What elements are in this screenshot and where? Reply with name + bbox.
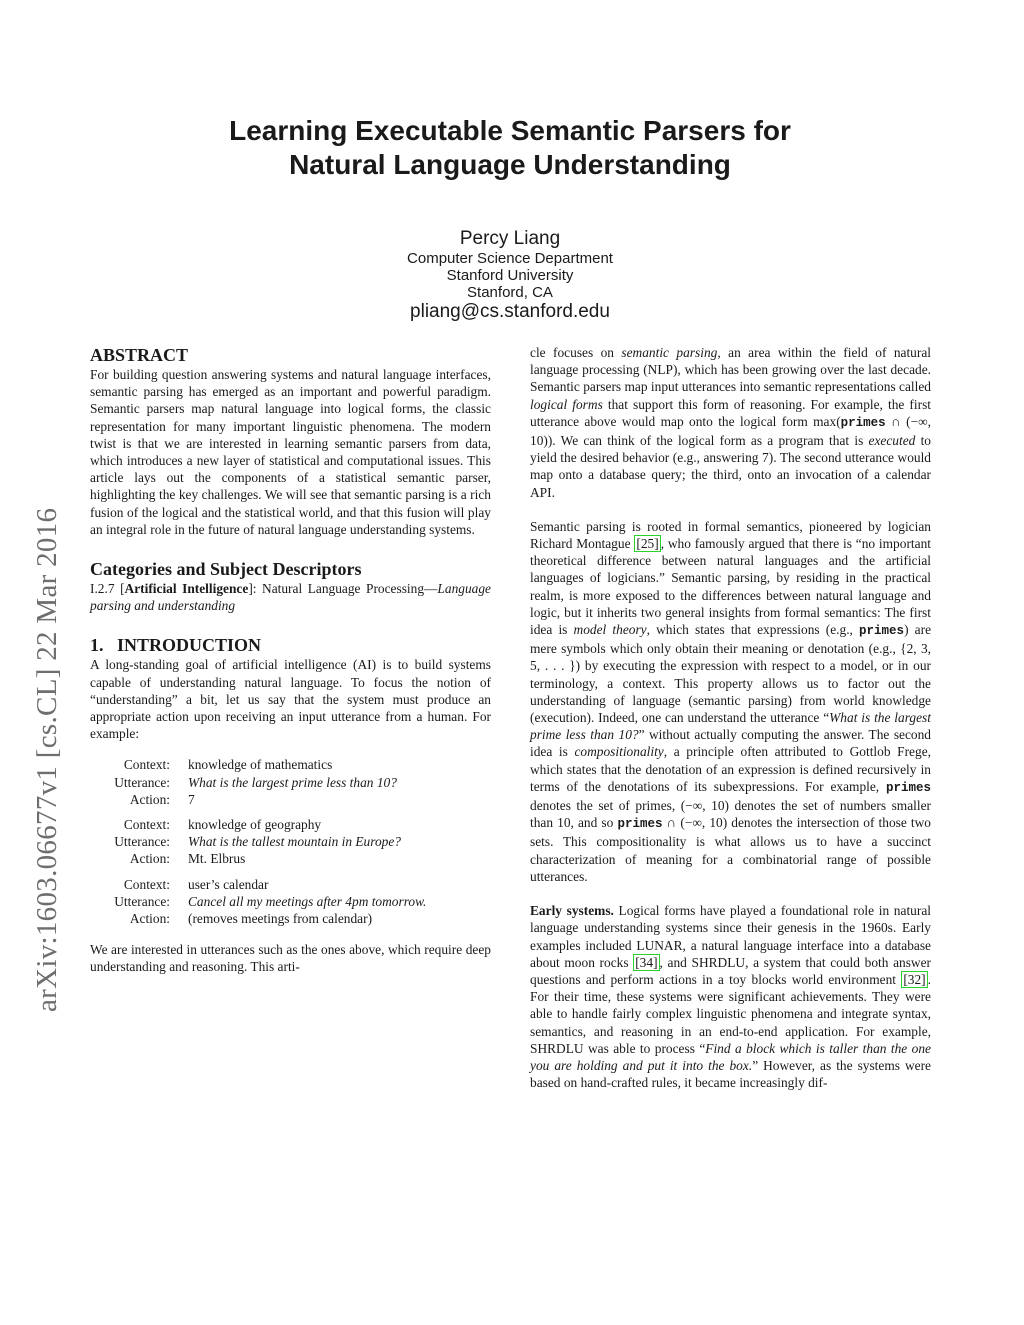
right-para-2: Semantic parsing is rooted in formal semantics, pioneered by logician Richard Montague [25] , who famously argued that there is “no important theoretical difference between natural languages and the artificial languages of logicians.” Semantic parsing, by residing in the practical realm, is more exposed to the differences between natural language and logic, but it inherits two general insights from formal semantics: The first idea is model theory, which states that expressions (e.g., primes) are mere symbols which only obtain their meaning or denotation (e.g., {2, 3, 5, . . . }) by executing the expression with respect to a model, or in our terminology, a context. This property allows us to factor out the understanding of language (semantic parsing) from world knowledge (execution). Indeed, one can understand the utterance “What is the largest prime less than 10?” without actually computing the answer. The second idea is compositionality, a principle often attributed to Gottlob Frege, which states that the denotation of an expression is defined recursively in terms of the denotations of its subexpressions. For example, primes denotes the set of primes, (−∞, 10) denotes the set of numbers smaller than 10, and so primes ∩ (−∞, 10) denotes the intersection of those two sets. This compositionality is what allows us to have a succinct characterization of meaning for a combinatorial range of possible utterances. (530, 518, 932, 884)
citation-25[interactable]: 25 (640, 536, 655, 552)
code-primes: primes (859, 624, 905, 639)
abstract-text: For building question answering systems and natural language interfaces, semantic parsing has emerged as an important and powerful paradigm. Semantic parsers map natural language into logical forms, the classic representation for many important linguistic phenomena. The modern twist is that we are interested in learning semantic parsers from data, which introduces a new layer of statistical and computational issues. This article lays out the components of a statistical semantic parser, highlighting the key challenges. We will see that semantic parsing is a rich fusion of the logical and the statistical world, and that this fusion will play an integral role in the future of natural language understanding systems. (90, 367, 491, 537)
example-1-utterance: Utterance: What is the largest prime less than 10? (114, 774, 397, 790)
example-1-context: Context: knowledge of mathematics (123, 757, 333, 773)
paper-title (150, 114, 870, 182)
affiliation-department: Computer Science Department (407, 250, 613, 267)
citation-32[interactable]: 32 (907, 971, 922, 987)
abstract-heading: ABSTRACT (90, 345, 189, 365)
example-2-utterance: Utterance: What is the tallest mountain in Europe? (114, 834, 401, 850)
category-italic: Language parsing and understanding (90, 581, 491, 614)
categories-heading: Categories and Subject Descriptors (90, 559, 362, 580)
example-1-action: Action: 7 (129, 791, 195, 807)
right-para-1: cle focuses on semantic parsing, an area within the field of natural language processing (NLP), which has been growing over the last decade. Semantic parsers map input utterances into semantic representations called logical forms that support this form of reasoning. For example, the first utterance above would map onto the logical form max(primes ∩ (−∞, 10)). We can think of the logical form as a program that is executed to yield the desired behavior (e.g., answering 7). The second utterance would map onto a database query; the third, onto an invocation of a calendar API. (530, 345, 931, 500)
affiliation-university: Stanford University (446, 267, 574, 284)
category-code: I.2.7 (90, 581, 115, 597)
category-bold: Artificial Intelligence (124, 581, 249, 597)
examples-table (90, 756, 426, 927)
example-2-context: Context: knowledge of geography (123, 817, 322, 833)
example-3-action: Action: (removes meetings from calendar) (129, 911, 373, 927)
author-email[interactable]: pliang@cs.stanford.edu (410, 301, 610, 322)
author-name: Percy Liang (459, 228, 561, 249)
citation-34[interactable]: 34 (639, 954, 654, 970)
example-2-action: Action: Mt. Elbrus (129, 851, 246, 867)
author-block (310, 228, 710, 323)
intro-para-1: A long-standing goal of artificial intelligence (AI) is to build systems capable of understanding natural language. To focus the notion of “understanding” a bit, let us say that the system must produce an appropriate action upon receiving an input utterance from a human. For example: (90, 657, 491, 742)
intro-para-2: We are interested in utterances such as the ones above, which require deep understanding and reasoning. This arti- (90, 942, 491, 975)
categories-text: I.2.7 [Artificial Intelligence]: Natural Language Processing—Language parsing and understanding (90, 581, 491, 614)
code-primes: primes (885, 780, 931, 795)
code-primes: primes (840, 415, 886, 430)
left-column (90, 344, 491, 976)
title-line-1: Learning Executable Semantic Parsers for (229, 115, 791, 146)
right-column (530, 344, 931, 1091)
early-systems-head: Early systems. (530, 903, 614, 919)
affiliation-location: Stanford, CA (467, 284, 553, 301)
example-3-context: Context: user’s calendar (123, 876, 269, 892)
right-para-3: Early systems. Logical forms have played a foundational role in natural language understanding systems since their genesis in the 1960s. Early examples included LUNAR, a natural language interface into a database about moon rocks [34] , and SHRDLU, a system that could both answer questions and perform actions in a toy blocks world environment [32] . For their time, these systems were significant achievements. They were able to handle fairly complex linguistic phenomena and integrate syntax, semantics, and reasoning in an end-to-end application. For example, SHRDLU was able to process “Find a block which is taller than the one you are holding and put it into the box.” However, as the systems were based on hand-crafted rules, it became increasingly dif- (530, 903, 931, 1091)
category-rest: : Natural Language Processing— (252, 581, 438, 597)
title-line-2: Natural Language Understanding (289, 149, 731, 180)
code-primes: primes (617, 817, 663, 832)
intro-heading: 1. INTRODUCTION (90, 635, 262, 656)
arxiv-stamp: arXiv:1603.06677v1 [cs.CL] 22 Mar 2016 (31, 507, 63, 1012)
example-3-utterance: Utterance: Cancel all my meetings after 4pm tomorrow. (114, 893, 427, 909)
